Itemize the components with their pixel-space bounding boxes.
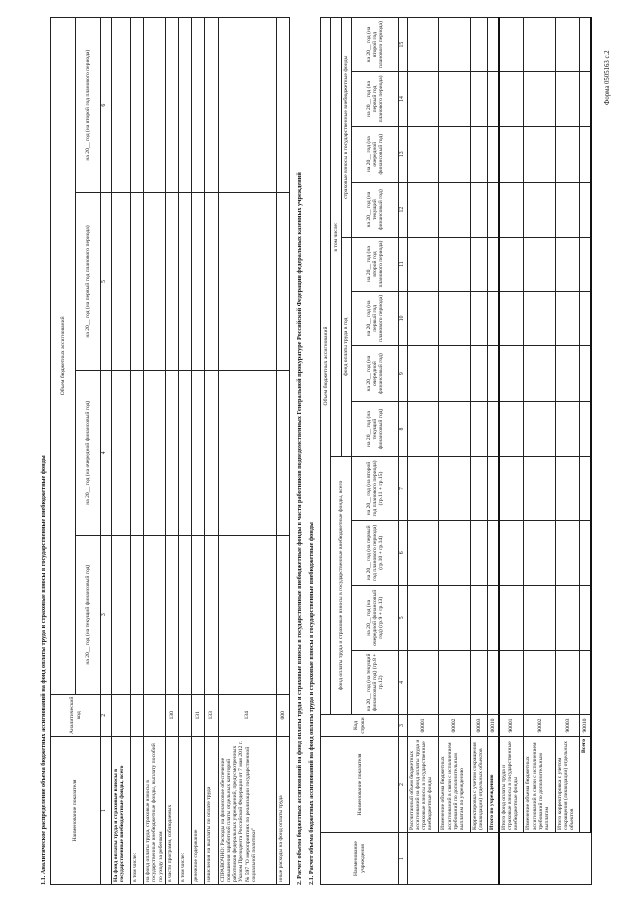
value-cell[interactable] bbox=[488, 126, 499, 182]
table-row bbox=[439, 18, 471, 885]
table-row bbox=[130, 18, 143, 885]
value-cell[interactable] bbox=[470, 585, 487, 650]
row-name: Корректировка с учетом сокращения (ликвидации) отдельных объектов bbox=[470, 737, 487, 833]
table-row bbox=[524, 18, 556, 885]
col-number: 8 bbox=[399, 402, 407, 457]
value-cell[interactable] bbox=[470, 346, 487, 402]
table-1-1 bbox=[50, 17, 290, 885]
value-cell[interactable] bbox=[555, 182, 580, 237]
col-number: 6 bbox=[399, 521, 407, 586]
value-cell[interactable] bbox=[524, 402, 556, 457]
value-cell[interactable] bbox=[580, 72, 591, 127]
row-code: 00001 bbox=[407, 715, 439, 737]
col-number: 5 bbox=[399, 585, 407, 650]
value-cell[interactable] bbox=[470, 18, 487, 72]
value-cell[interactable] bbox=[524, 585, 556, 650]
row-code: 00003 bbox=[470, 715, 487, 737]
row-code: 90002 bbox=[524, 715, 556, 737]
value-cell[interactable] bbox=[470, 521, 487, 586]
col-number: 13 bbox=[399, 126, 407, 182]
value-cell[interactable] bbox=[179, 193, 192, 370]
row-code: 90001 bbox=[499, 715, 524, 737]
value-cell[interactable] bbox=[555, 126, 580, 182]
value-cell[interactable] bbox=[111, 18, 130, 193]
value-cell[interactable] bbox=[205, 193, 218, 370]
value-cell[interactable] bbox=[165, 193, 178, 370]
value-cell[interactable] bbox=[407, 182, 439, 237]
value-cell[interactable] bbox=[555, 72, 580, 127]
table-2-1 bbox=[320, 17, 592, 885]
header-row-code: Код строки bbox=[321, 715, 399, 737]
table-row bbox=[165, 18, 178, 885]
header-col-13: на 20__ год (на очередной финансовый год) bbox=[352, 126, 399, 182]
row-code: 90010 bbox=[580, 715, 591, 737]
table-row bbox=[205, 18, 218, 885]
table-row bbox=[555, 18, 580, 885]
col-number: 5 bbox=[101, 193, 112, 370]
col-number: 10 bbox=[399, 291, 407, 346]
value-cell[interactable] bbox=[218, 18, 276, 193]
value-cell[interactable] bbox=[499, 72, 524, 127]
row-code: 131 bbox=[192, 694, 205, 736]
value-cell[interactable] bbox=[524, 291, 556, 346]
form-label: Форма 0505163 с.2 bbox=[604, 50, 611, 105]
value-cell[interactable] bbox=[130, 193, 143, 370]
value-cell[interactable] bbox=[524, 456, 556, 520]
col-number: 1 bbox=[399, 833, 407, 885]
value-cell[interactable] bbox=[470, 291, 487, 346]
table-row bbox=[470, 18, 487, 885]
value-cell[interactable] bbox=[470, 650, 487, 714]
row-name: Всего bbox=[580, 737, 591, 833]
value-cell[interactable] bbox=[488, 237, 499, 291]
value-cell[interactable] bbox=[555, 456, 580, 520]
value-cell[interactable] bbox=[276, 18, 289, 193]
value-cell[interactable] bbox=[555, 585, 580, 650]
row-code bbox=[111, 694, 130, 736]
col-number: 14 bbox=[399, 72, 407, 127]
table-row bbox=[144, 18, 166, 885]
value-cell[interactable] bbox=[470, 402, 487, 457]
value-cell[interactable] bbox=[555, 650, 580, 714]
value-cell[interactable] bbox=[580, 585, 591, 650]
row-name: Изменение объема бюджетных ассигнований в связи с исполнением требований по дополнительным выплатам по учреждению bbox=[439, 737, 471, 833]
col-number: 1 bbox=[101, 737, 112, 885]
value-cell[interactable] bbox=[580, 126, 591, 182]
value-cell[interactable] bbox=[580, 346, 591, 402]
value-cell[interactable] bbox=[439, 585, 471, 650]
row-code: 90003 bbox=[555, 715, 580, 737]
row-name: Изменение объема бюджетных ассигнований в связи с исполнением требований по дополнительным выплатам bbox=[524, 737, 556, 833]
value-cell[interactable] bbox=[407, 456, 439, 520]
table-row bbox=[580, 18, 591, 885]
header-col-6: на 20__ год (на первый год планового периода) (гр.10 + гр.14) bbox=[352, 521, 399, 586]
value-cell[interactable] bbox=[144, 535, 166, 694]
header-col-15: на 20__ год (на второй год планового периода) bbox=[352, 18, 399, 72]
row-code: 134 bbox=[218, 694, 276, 736]
value-cell[interactable] bbox=[130, 18, 143, 193]
col-number: 11 bbox=[399, 237, 407, 291]
header-institution: Наименование учреждения bbox=[321, 833, 399, 885]
row-name: в том числе: bbox=[179, 737, 192, 885]
section-1-1-title: 1.1. Аналитическое распределение объема бюджетных ассигнований на фонд оплаты труда и страховые взносы в государственные внебюджетные фонды bbox=[40, 455, 47, 885]
table-row bbox=[218, 18, 276, 885]
header-total-fund: фонд оплаты труда и страховые взносы в государственные внебюджетные фонды, всего bbox=[331, 456, 352, 714]
value-cell[interactable] bbox=[488, 585, 499, 650]
value-cell[interactable] bbox=[165, 370, 178, 535]
table-row bbox=[407, 18, 439, 885]
value-cell[interactable] bbox=[524, 237, 556, 291]
value-cell[interactable] bbox=[439, 291, 471, 346]
value-cell[interactable] bbox=[580, 456, 591, 520]
value-cell[interactable] bbox=[439, 346, 471, 402]
value-cell[interactable] bbox=[470, 456, 487, 520]
row-code bbox=[130, 694, 143, 736]
header-analytic-code: Аналитический код bbox=[51, 694, 101, 736]
value-cell[interactable] bbox=[192, 535, 205, 694]
value-cell[interactable] bbox=[276, 370, 289, 535]
value-cell[interactable] bbox=[499, 182, 524, 237]
col-number: 15 bbox=[399, 18, 407, 72]
value-cell[interactable] bbox=[407, 18, 439, 72]
header-col-8: на 20__ год (на текущий финансовый год) bbox=[352, 402, 399, 457]
col-number: 7 bbox=[399, 456, 407, 520]
row-code bbox=[179, 694, 192, 736]
value-cell[interactable] bbox=[130, 370, 143, 535]
value-cell[interactable] bbox=[524, 182, 556, 237]
value-cell[interactable] bbox=[488, 182, 499, 237]
value-cell[interactable] bbox=[499, 126, 524, 182]
header-budget-volume: Объем бюджетных ассигнований bbox=[51, 18, 76, 695]
value-cell[interactable] bbox=[218, 535, 276, 694]
value-cell[interactable] bbox=[580, 402, 591, 457]
value-cell[interactable] bbox=[407, 402, 439, 457]
col-number: 2 bbox=[101, 694, 112, 736]
value-cell[interactable] bbox=[499, 650, 524, 714]
value-cell[interactable] bbox=[524, 521, 556, 586]
value-cell[interactable] bbox=[488, 650, 499, 714]
value-cell[interactable] bbox=[111, 535, 130, 694]
value-cell[interactable] bbox=[580, 521, 591, 586]
value-cell[interactable] bbox=[439, 650, 471, 714]
value-cell[interactable] bbox=[407, 585, 439, 650]
row-name: в том числе: bbox=[130, 737, 143, 885]
header-col-9: на 20__ год (на очередной финансовый год) bbox=[352, 346, 399, 402]
value-cell[interactable] bbox=[439, 402, 471, 457]
value-cell[interactable] bbox=[407, 650, 439, 714]
header-including: в том числе: bbox=[331, 18, 341, 457]
value-cell[interactable] bbox=[499, 237, 524, 291]
value-cell[interactable] bbox=[218, 193, 276, 370]
header-col-14: на 20__ год (на первый год планового периода) bbox=[352, 72, 399, 127]
value-cell[interactable] bbox=[439, 18, 471, 72]
row-code: 130 bbox=[165, 694, 178, 736]
row-name: Итого по учреждению bbox=[488, 737, 499, 833]
header-year-current: на 20__ год (на текущий финансовый год) bbox=[76, 535, 101, 694]
value-cell[interactable] bbox=[144, 18, 166, 193]
value-cell[interactable] bbox=[205, 535, 218, 694]
value-cell[interactable] bbox=[407, 346, 439, 402]
value-cell[interactable] bbox=[470, 126, 487, 182]
header-col-10: на 20__ год (на первый год планового периода) bbox=[352, 291, 399, 346]
institution-cell[interactable] bbox=[407, 833, 499, 885]
value-cell[interactable] bbox=[144, 193, 166, 370]
value-cell[interactable] bbox=[439, 72, 471, 127]
table-row bbox=[499, 18, 524, 885]
value-cell[interactable] bbox=[488, 402, 499, 457]
value-cell[interactable] bbox=[499, 585, 524, 650]
row-name: на фонд оплаты труда, страховые взносы в государственные внебюджетные фонды, выплату пособий по уходу за ребенком bbox=[144, 737, 166, 885]
header-col-11: на 20__ год (на второй год планового периода) bbox=[352, 237, 399, 291]
value-cell[interactable] bbox=[499, 18, 524, 72]
value-cell[interactable] bbox=[499, 402, 524, 457]
value-cell[interactable] bbox=[555, 18, 580, 72]
value-cell[interactable] bbox=[488, 72, 499, 127]
value-cell[interactable] bbox=[407, 521, 439, 586]
value-cell[interactable] bbox=[555, 291, 580, 346]
value-cell[interactable] bbox=[192, 193, 205, 370]
section-2-title: 2. Расчет объема бюджетных ассигнований на фонд оплаты труда и страховые взносы в государственные внебюджетные фонды в части работников подведомственных Генеральной прокуратуре Российской Федерации федеральных казенных учреждений bbox=[296, 172, 303, 885]
table-row bbox=[488, 18, 499, 885]
value-cell[interactable] bbox=[499, 456, 524, 520]
value-cell[interactable] bbox=[555, 237, 580, 291]
row-code: 00002 bbox=[439, 715, 471, 737]
value-cell[interactable] bbox=[276, 535, 289, 694]
header-payroll-fund: фонд оплаты труда в год bbox=[341, 237, 351, 456]
value-cell[interactable] bbox=[488, 456, 499, 520]
value-cell[interactable] bbox=[179, 535, 192, 694]
col-number: 4 bbox=[399, 650, 407, 714]
header-col-7: на 20__ год (на второй год планового периода) (гр.11 + гр.15) bbox=[352, 456, 399, 520]
header-year-plan2: на 20__ год (на второй год планового периода) bbox=[76, 18, 101, 193]
value-cell[interactable] bbox=[470, 237, 487, 291]
value-cell[interactable] bbox=[488, 346, 499, 402]
value-cell[interactable] bbox=[580, 237, 591, 291]
header-insurance-contributions: страховые взносы в государственные внебюджетные фонды bbox=[341, 18, 351, 238]
col-number: 3 bbox=[399, 715, 407, 737]
col-number: 4 bbox=[101, 370, 112, 535]
table-row bbox=[192, 18, 205, 885]
col-number: 6 bbox=[101, 18, 112, 193]
value-cell[interactable] bbox=[439, 182, 471, 237]
row-name: Рассчитанный объем бюджетных ассигнований на фонд оплаты труда и страховые взносы в государственные внебюджетные фонды bbox=[407, 737, 439, 833]
value-cell[interactable] bbox=[488, 521, 499, 586]
value-cell[interactable] bbox=[205, 18, 218, 193]
value-cell[interactable] bbox=[524, 650, 556, 714]
value-cell[interactable] bbox=[439, 456, 471, 520]
value-cell[interactable] bbox=[407, 72, 439, 127]
value-cell[interactable] bbox=[439, 237, 471, 291]
header-col-4: на 20__ год (на текущий финансовый год) (гр.8 + гр.12) bbox=[352, 650, 399, 714]
totals-spacer bbox=[499, 833, 591, 885]
value-cell[interactable] bbox=[111, 193, 130, 370]
value-cell[interactable] bbox=[439, 126, 471, 182]
value-cell[interactable] bbox=[580, 291, 591, 346]
value-cell[interactable] bbox=[179, 18, 192, 193]
value-cell[interactable] bbox=[179, 370, 192, 535]
value-cell[interactable] bbox=[407, 291, 439, 346]
value-cell[interactable] bbox=[165, 535, 178, 694]
value-cell[interactable] bbox=[218, 370, 276, 535]
value-cell[interactable] bbox=[111, 370, 130, 535]
value-cell[interactable] bbox=[205, 370, 218, 535]
value-cell[interactable] bbox=[144, 370, 166, 535]
value-cell[interactable] bbox=[580, 182, 591, 237]
value-cell[interactable] bbox=[439, 521, 471, 586]
header-budget-volume: Объем бюджетных ассигнований bbox=[321, 18, 331, 715]
header-year-next: на 20__ год (на очередной финансовый год) bbox=[76, 370, 101, 535]
value-cell[interactable] bbox=[192, 18, 205, 193]
value-cell[interactable] bbox=[524, 18, 556, 72]
row-name: начисления на выплаты по оплате труда bbox=[205, 737, 218, 885]
row-name: Итого корректировка с учетом сокращения (ликвидации) отдельных объектов bbox=[555, 737, 580, 833]
header-col-12: на 20__ год (на текущий финансовый год) bbox=[352, 182, 399, 237]
header-col-5: на 20__ год (на очередной финансовый год) (гр.9 + гр.13) bbox=[352, 585, 399, 650]
value-cell[interactable] bbox=[407, 237, 439, 291]
value-cell[interactable] bbox=[555, 346, 580, 402]
col-number: 3 bbox=[101, 535, 112, 694]
value-cell[interactable] bbox=[407, 126, 439, 182]
table-row bbox=[111, 18, 130, 885]
row-name: денежное содержание bbox=[192, 737, 205, 885]
row-code: 133 bbox=[205, 694, 218, 736]
row-code: 000 bbox=[276, 694, 289, 736]
row-code bbox=[144, 694, 166, 736]
value-cell[interactable] bbox=[524, 346, 556, 402]
value-cell[interactable] bbox=[580, 18, 591, 72]
value-cell[interactable] bbox=[470, 182, 487, 237]
row-name: На фонд оплаты труда и страховые взносы в государственные внебюджетные фонды, всего bbox=[111, 737, 130, 885]
row-name: СПРАВОЧНО: Расходы на финансовое обеспечение повышения заработной платы отдельных категорий работников федеральных учреждений, предусмотренных Указом Президента Российской Федерации от 7 мая 2012 г. № 597 "О мероприятиях по реализации государственной социальной политики" bbox=[218, 737, 276, 885]
col-number: 2 bbox=[399, 737, 407, 833]
header-indicator-name: Наименование показателя bbox=[321, 737, 399, 833]
row-name: Итого фонд оплаты труда и страховые взносы в государственные внебюджетные фонды bbox=[499, 737, 524, 833]
section-2-1-title: 2.1. Расчет объема бюджетных ассигнований на фонд оплаты труда и страховые взносы в государственные внебюджетные фонды bbox=[308, 522, 315, 885]
table-row bbox=[179, 18, 192, 885]
col-number: 12 bbox=[399, 182, 407, 237]
value-cell[interactable] bbox=[499, 346, 524, 402]
value-cell[interactable] bbox=[470, 72, 487, 127]
value-cell[interactable] bbox=[488, 18, 499, 72]
header-indicator-name: Наименование показателя bbox=[51, 737, 101, 885]
value-cell[interactable] bbox=[165, 18, 178, 193]
value-cell[interactable] bbox=[488, 291, 499, 346]
value-cell[interactable] bbox=[524, 126, 556, 182]
value-cell[interactable] bbox=[499, 291, 524, 346]
value-cell[interactable] bbox=[524, 72, 556, 127]
col-number: 9 bbox=[399, 346, 407, 402]
value-cell[interactable] bbox=[276, 193, 289, 370]
value-cell[interactable] bbox=[192, 370, 205, 535]
table-row bbox=[276, 18, 289, 885]
value-cell[interactable] bbox=[555, 402, 580, 457]
row-name: в части программ, соблюдаемых bbox=[165, 737, 178, 885]
row-name: иные расходы на фонд оплаты труда bbox=[276, 737, 289, 885]
row-code: 00010 bbox=[488, 715, 499, 737]
value-cell[interactable] bbox=[555, 521, 580, 586]
header-year-plan1: на 20__ год (на первый год планового периода) bbox=[76, 193, 101, 370]
value-cell[interactable] bbox=[130, 535, 143, 694]
value-cell[interactable] bbox=[580, 650, 591, 714]
value-cell[interactable] bbox=[499, 521, 524, 586]
